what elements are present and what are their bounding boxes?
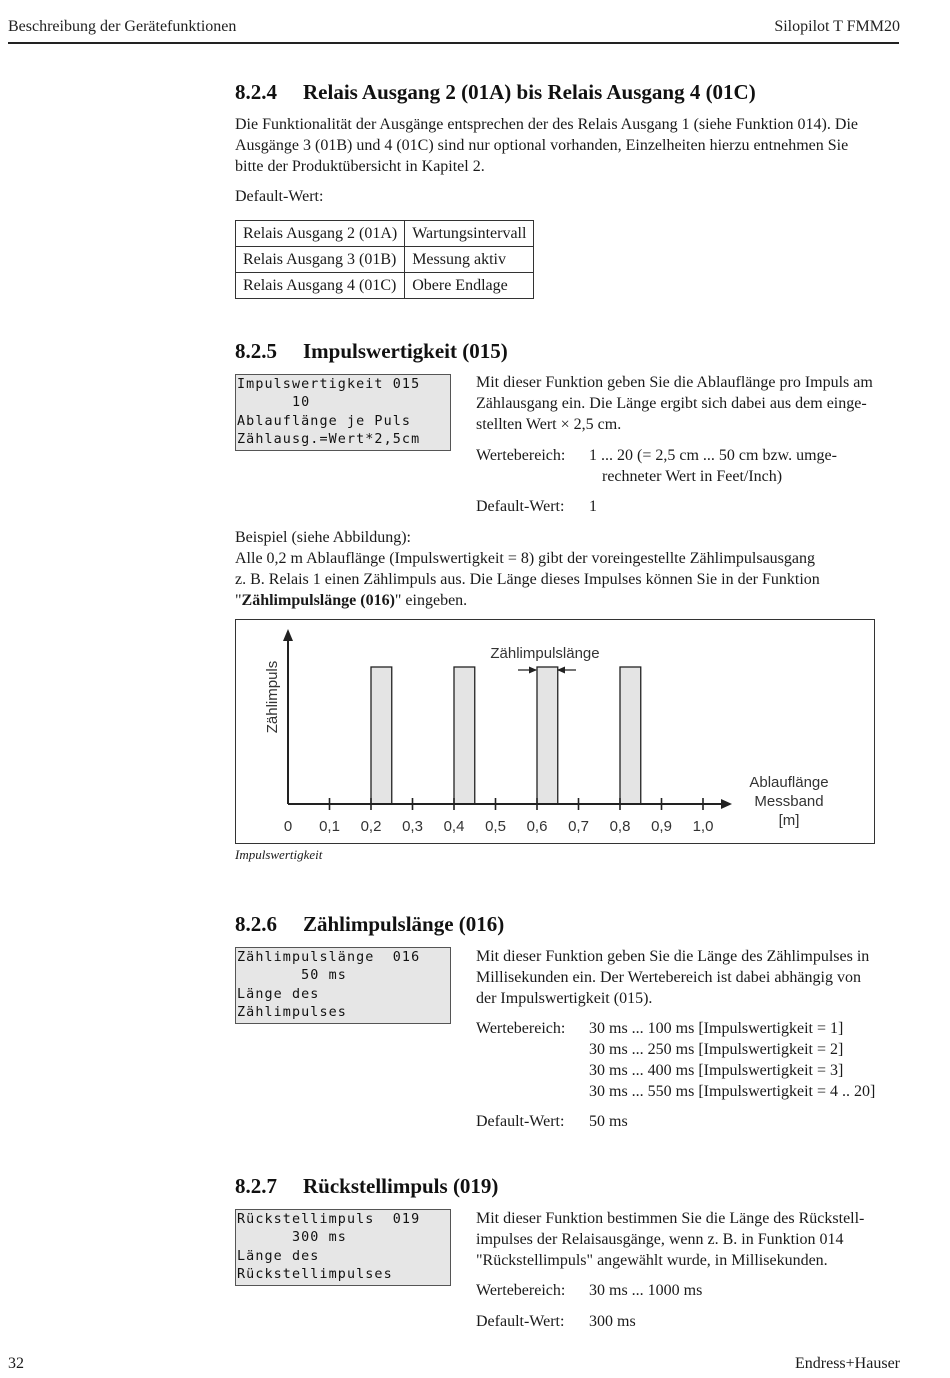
function-reference: Zählimpulslänge (016) — [241, 592, 395, 609]
default-value: 300 ms — [589, 1313, 636, 1330]
lcd-display-016 — [235, 947, 451, 1024]
range-line: rechneter Wert in Feet/Inch) — [602, 468, 783, 485]
x-tick-label: 0,2 — [360, 818, 382, 835]
figure-caption: Impulswertigkeit — [235, 847, 323, 862]
body-line: Ausgänge 3 (01B) und 4 (01C) sind nur optional vorhanden, Einzelheiten hierzu entnehmen Sie — [235, 137, 849, 154]
lcd-line: 10 — [237, 395, 311, 411]
quote-mark: " — [235, 592, 242, 609]
section-number: 8.2.7 — [235, 1174, 277, 1198]
lcd-line: Länge des — [237, 1248, 320, 1264]
example-line: Alle 0,2 m Ablauflänge (Impulswertigkeit = 8) gibt der voreingestellte Zählimpulsausgang — [235, 550, 815, 567]
x-tick-label: 0,3 — [402, 818, 423, 835]
default-values-table — [235, 220, 534, 299]
default-label: Default-Wert: — [235, 188, 324, 205]
footer-brand: Endress+Hauser — [795, 1355, 900, 1372]
desc-line: Zählausgang ein. Die Länge ergibt sich dabei aus dem einge- — [476, 395, 867, 412]
range-line: 30 ms ... 100 ms [Impulswertigkeit = 1] — [589, 1020, 844, 1037]
x-tick-label: 0,7 — [568, 818, 589, 835]
lcd-line: 300 ms — [237, 1230, 347, 1246]
x-tick-label: 1,0 — [692, 818, 714, 835]
range-label: Wertebereich: — [476, 1020, 566, 1037]
section-heading-825 — [235, 339, 508, 364]
x-tick-label: 0,1 — [319, 818, 340, 835]
pulse-length-label: Zählimpulslänge — [490, 645, 600, 662]
range-line: 30 ms ... 250 ms [Impulswertigkeit = 2] — [589, 1041, 844, 1058]
y-axis-label: Zählimpuls — [264, 660, 281, 734]
running-header-right: Silopilot T FMM20 — [774, 18, 900, 35]
default-label: Default-Wert: — [476, 498, 565, 515]
default-value: 1 — [589, 498, 597, 515]
header-rule — [8, 42, 899, 44]
lcd-line: Zählimpulses — [237, 1004, 347, 1020]
x-tick-label: 0,4 — [443, 818, 465, 835]
pulse-bar — [454, 667, 475, 804]
desc-line: impulses der Relaisausgänge, wenn z. B. in Funktion 014 — [476, 1231, 844, 1248]
x-tick-label: 0 — [283, 818, 293, 835]
x-tick-label: 0,5 — [485, 818, 506, 835]
section-title: Impulswertigkeit (015) — [303, 339, 508, 363]
table-cell: Relais Ausgang 4 (01C) — [236, 273, 405, 299]
default-label: Default-Wert: — [476, 1313, 565, 1330]
lcd-line: 50 ms — [237, 968, 347, 984]
desc-line: der Impulswertigkeit (015). — [476, 990, 653, 1007]
body-line: Die Funktionalität der Ausgänge entsprechen der des Relais Ausgang 1 (siehe Funktion 014). Die — [235, 116, 858, 133]
section-number: 8.2.6 — [235, 912, 277, 936]
range-value — [589, 445, 919, 487]
example-line — [235, 590, 900, 611]
table-row — [236, 221, 534, 247]
pulse-diagram — [235, 619, 875, 845]
section-number: 8.2.4 — [235, 80, 277, 104]
running-header-left: Beschreibung der Gerätefunktionen — [8, 18, 237, 35]
desc-line: "Rückstellimpuls" angewählt wurde, in Millisekunden. — [476, 1252, 828, 1269]
table-cell: Wartungsintervall — [405, 221, 534, 247]
table-cell: Relais Ausgang 3 (01B) — [236, 247, 405, 273]
section-heading-826 — [235, 912, 504, 937]
table-row — [236, 273, 534, 299]
function-description — [476, 1208, 906, 1271]
lcd-display-015 — [235, 374, 451, 451]
desc-line: Mit dieser Funktion bestimmen Sie die Länge des Rückstell- — [476, 1210, 865, 1227]
pulse-bar — [537, 667, 558, 804]
function-description — [476, 372, 906, 435]
function-description — [476, 946, 906, 1009]
section-title: Rückstellimpuls (019) — [303, 1174, 499, 1198]
lcd-line: Impulswertigkeit 015 — [237, 377, 421, 392]
x-axis-label-2: Messband — [754, 793, 824, 810]
pulse-bar — [371, 667, 392, 804]
example-paragraph — [235, 527, 900, 611]
table-cell: Obere Endlage — [405, 273, 534, 299]
page-number: 32 — [8, 1355, 24, 1372]
range-value: 30 ms ... 1000 ms — [589, 1282, 703, 1299]
range-line: 30 ms ... 400 ms [Impulswertigkeit = 3] — [589, 1062, 844, 1079]
desc-line: Mit dieser Funktion geben Sie die Länge des Zählimpulses in — [476, 948, 870, 965]
pulse-bar — [620, 667, 641, 804]
lcd-line: Rückstellimpuls 019 — [237, 1212, 421, 1227]
lcd-line: Zählausg.=Wert*2,5cm — [237, 431, 421, 447]
section-heading-827 — [235, 1174, 498, 1199]
default-value: 50 ms — [589, 1113, 628, 1130]
desc-line: Mit dieser Funktion geben Sie die Ablauflänge pro Impuls am — [476, 374, 873, 391]
example-line: Beispiel (siehe Abbildung): — [235, 529, 411, 546]
lcd-line: Länge des — [237, 986, 320, 1002]
range-line: 1 ... 20 (= 2,5 cm ... 50 cm bzw. umge- — [589, 447, 837, 464]
table-cell: Messung aktiv — [405, 247, 534, 273]
lcd-line: Zählimpulslänge 016 — [237, 950, 421, 965]
section-title: Relais Ausgang 2 (01A) bis Relais Ausgang 4 (01C) — [303, 80, 756, 104]
lcd-display-019 — [235, 1209, 451, 1286]
range-label: Wertebereich: — [476, 1282, 566, 1299]
x-tick-label: 0,8 — [609, 818, 631, 835]
section-824-body — [235, 114, 900, 177]
example-line: z. B. Relais 1 einen Zählimpuls aus. Die Länge dieses Impulses können Sie in der Funktion — [235, 571, 820, 588]
range-label: Wertebereich: — [476, 447, 566, 464]
section-number: 8.2.5 — [235, 339, 277, 363]
table-row — [236, 247, 534, 273]
range-line: 30 ms ... 550 ms [Impulswertigkeit = 4 .. 20] — [589, 1083, 876, 1100]
body-line: bitte der Produktübersicht in Kapitel 2. — [235, 158, 485, 175]
x-tick-label: 0,6 — [526, 818, 548, 835]
table-cell: Relais Ausgang 2 (01A) — [236, 221, 405, 247]
lcd-line: Rückstellimpulses — [237, 1266, 393, 1282]
desc-line: Millisekunden ein. Der Wertebereich ist dabei abhängig von — [476, 969, 861, 986]
example-tail: " eingeben. — [394, 592, 468, 609]
default-label: Default-Wert: — [476, 1113, 565, 1130]
x-axis-label-3: [m] — [778, 812, 800, 829]
section-heading-824 — [235, 80, 756, 105]
range-value — [589, 1018, 919, 1102]
x-tick-label: 0,9 — [651, 818, 672, 835]
x-axis-label-1: Ablauflänge — [749, 774, 829, 791]
desc-line: stellten Wert × 2,5 cm. — [476, 416, 622, 433]
lcd-line: Ablauflänge je Puls — [237, 413, 412, 429]
section-title: Zählimpulslänge (016) — [303, 912, 505, 936]
